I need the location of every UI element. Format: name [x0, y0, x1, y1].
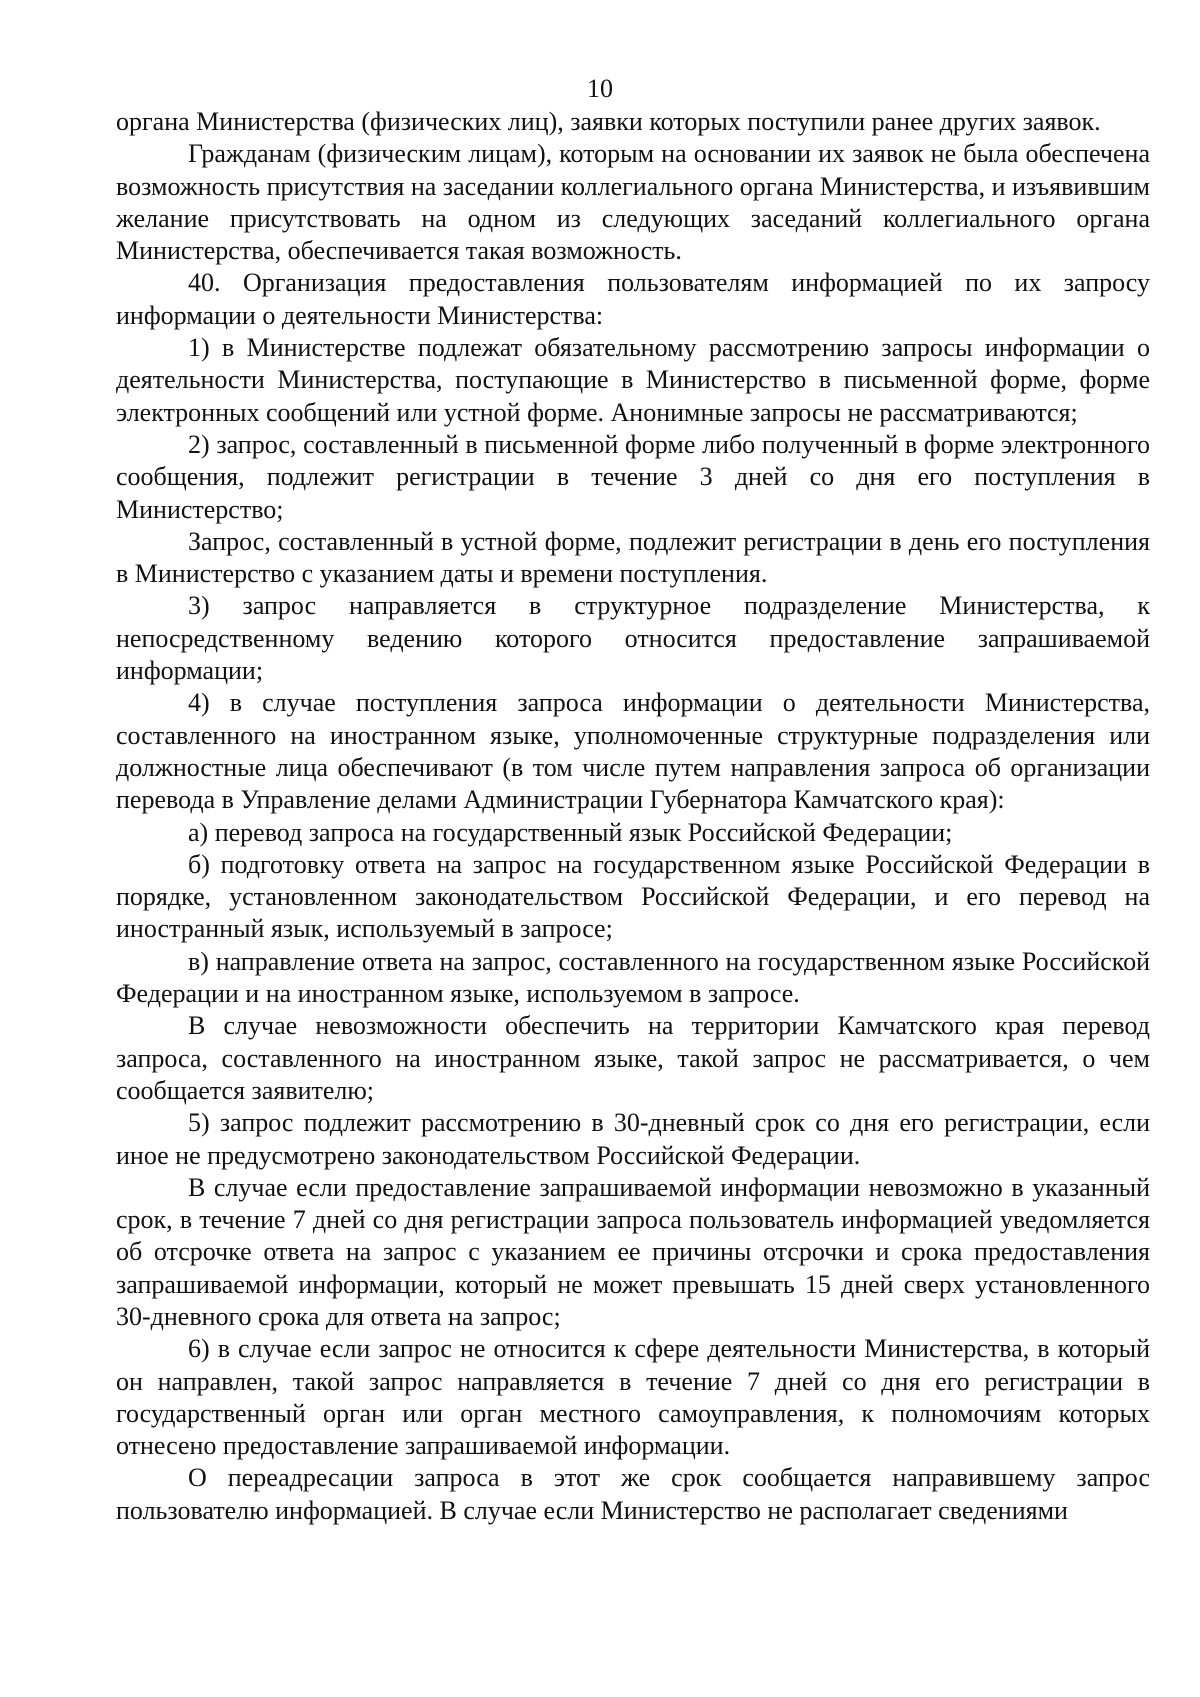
paragraph: Запрос, составленный в устной форме, подлежит регистрации в день его поступления в Министерство с указанием даты и времени поступления. [116, 526, 1150, 589]
paragraph: 2) запрос, составленный в письменной форме либо полученный в форме электронного сообщения, подлежит регистрации в течение 3 дней со дня его поступления в Министерство; [116, 429, 1150, 524]
paragraph: б) подготовку ответа на запрос на государственном языке Российской Федерации в порядке, установленном законодательством Российской Федерации, и его перевод на иностранный язык, используемый в запросе; [116, 849, 1150, 944]
paragraph: В случае невозможности обеспечить на территории Камчатского края перевод запроса, составленного на иностранном языке, такой запрос не рассматривается, о чем сообщается заявителю; [116, 1011, 1150, 1105]
paragraph: В случае если предоставление запрашиваемой информации невозможно в указанный срок, в течение 7 дней со дня регистрации запроса пользователь информацией уведомляется об отсрочке ответа на запрос с указанием ее причины отсрочки и срока предоставления запрашиваемой информации, который не может превышать 15 дней сверх установленного 30-дневного срока для ответа на запрос; [116, 1172, 1150, 1331]
paragraph: а) перевод запроса на государственный язык Российской Федерации; [188, 817, 953, 847]
paragraph: 3) запрос направляется в структурное подразделение Министерства, к непосредственному ведению которого относится предоставление запрашиваемой информации; [116, 591, 1150, 686]
paragraph: 5) запрос подлежит рассмотрению в 30-дневный срок со дня его регистрации, если иное не предусмотрено законодательством Российской Федерации. [116, 1108, 1150, 1170]
document-body [116, 106, 1150, 1527]
paragraph: в) направление ответа на запрос, составленного на государственном языке Российской Федерации и на иностранном языке, используемом в запросе. [116, 946, 1150, 1009]
paragraph: 1) в Министерстве подлежат обязательному рассмотрению запросы информации о деятельности Министерства, поступающие в Министерство в письменной форме, форме электронных сообщений или устной форме. Анонимные запросы не рассматриваются; [116, 333, 1150, 427]
paragraph: органа Министерства (физических лиц), заявки которых поступили ранее других заявок. [116, 107, 1101, 136]
paragraph: Гражданам (физическим лицам), которым на основании их заявок не была обеспечена возможность присутствия на заседании коллегиального органа Министерства, и изъявившим желание присутствовать на одном из следующих заседаний коллегиального органа Министерства, обеспечивается такая возможность. [116, 139, 1150, 266]
paragraph: О переадресации запроса в этот же срок сообщается направившему запрос пользователю информацией. В случае если Министерство не располагает сведениями [116, 1463, 1150, 1525]
paragraph: 40. Организация предоставления пользователям информацией по их запросу информации о деятельности Министерства: [116, 268, 1150, 330]
paragraph: 4) в случае поступления запроса информации о деятельности Министерства, составленного на иностранном языке, уполномоченные структурные подразделения или должностные лица обеспечивают (в том числе путем направления запроса об организации перевода в Управление делами Администрации Губернатора Камчатского края): [116, 688, 1150, 815]
page-number: 10 [587, 74, 613, 103]
paragraph: 6) в случае если запрос не относится к сфере деятельности Министерства, в который он направлен, такой запрос направляется в течение 7 дней со дня его регистрации в государственный орган или орган местного самоуправления, к полномочиям которых отнесено предоставление запрашиваемой информации. [116, 1334, 1150, 1461]
